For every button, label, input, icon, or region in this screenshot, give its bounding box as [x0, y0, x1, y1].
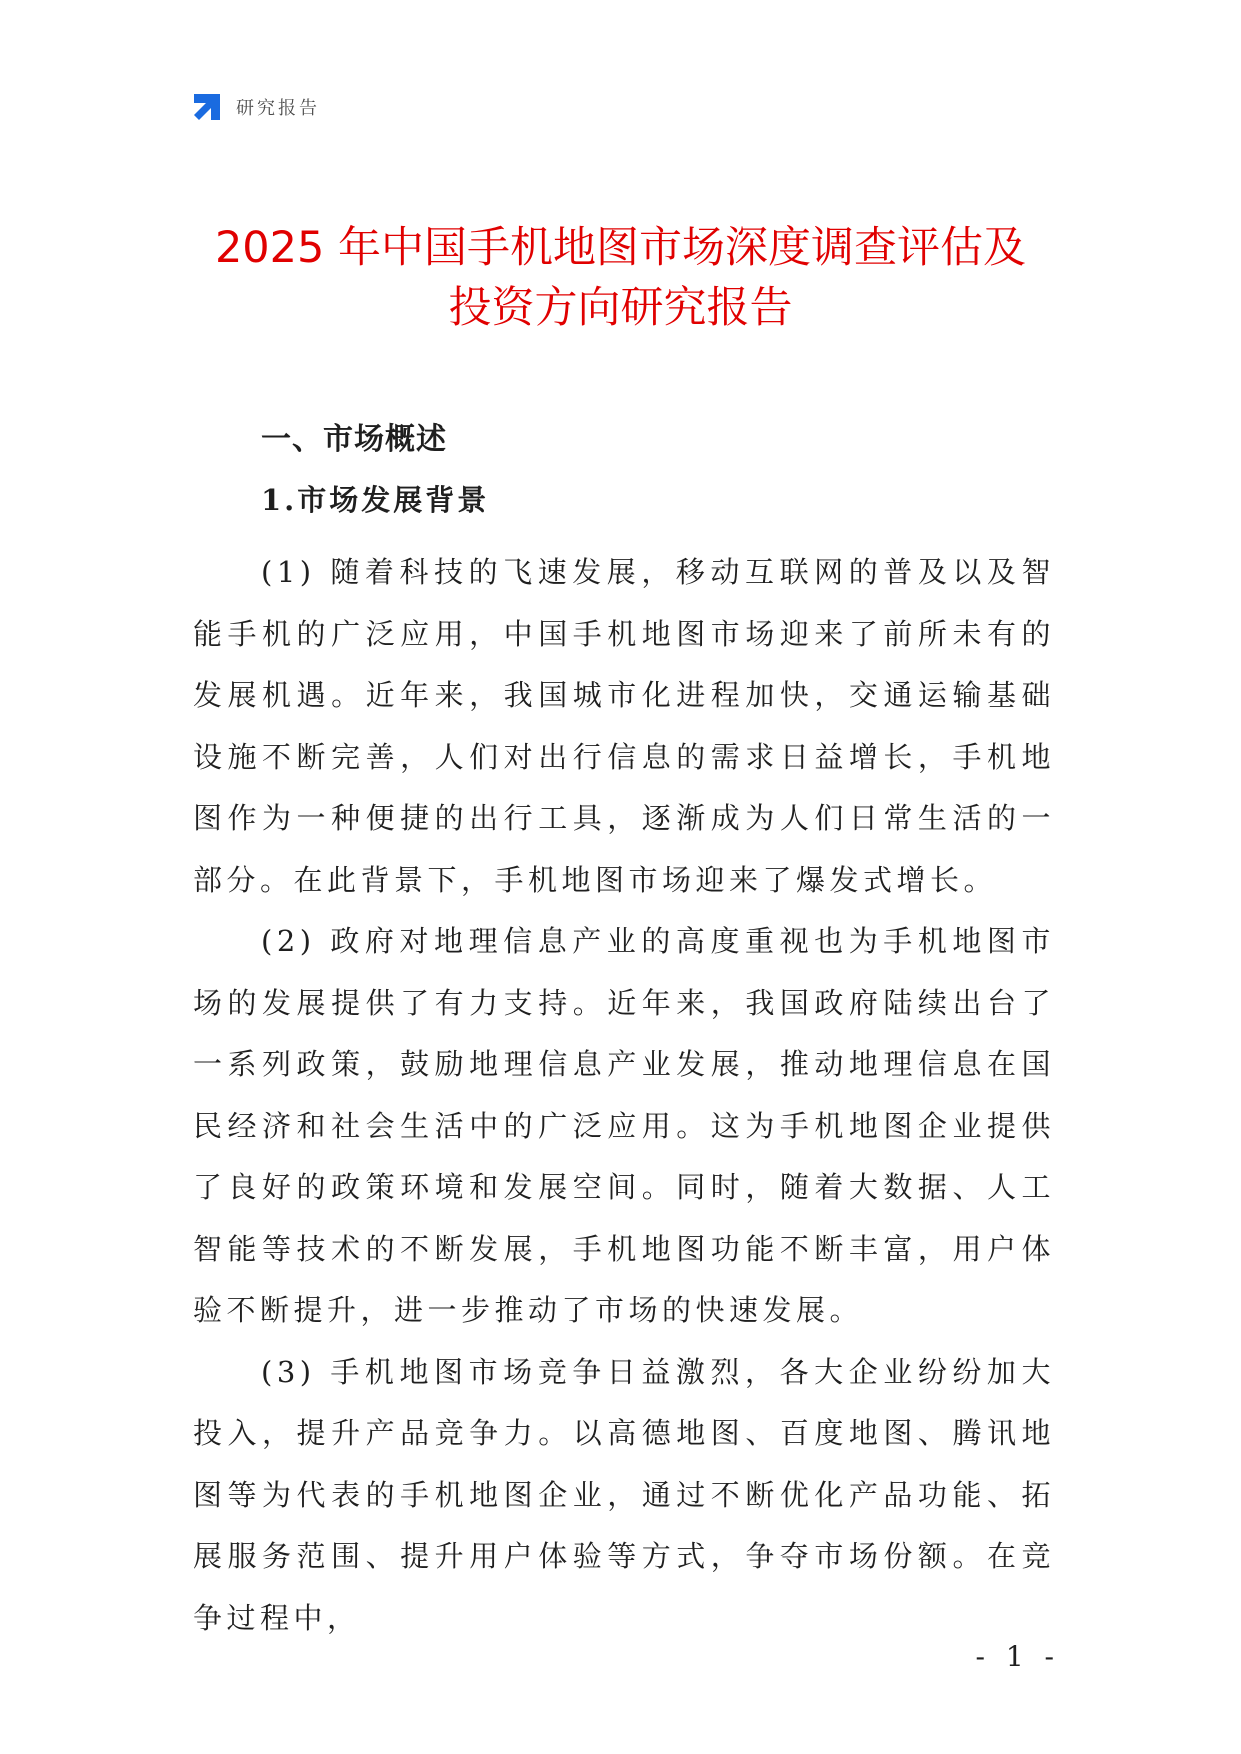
paragraph-3: (3) 手机地图市场竞争日益激烈，各大企业纷纷加大投入，提升产品竞争力。以高德地图、百度地图、腾讯地图等为代表的手机地图企业，通过不断优化产品功能、拓展服务范围、提升用户体验等方式，争夺市场份额。在竞争过程中，	[193, 1354, 1055, 1635]
document-title	[150, 218, 1091, 338]
subsection-heading: 1.市场发展背景	[261, 483, 490, 517]
arrow-up-right-icon	[190, 90, 224, 124]
page-number: - 1 -	[975, 1640, 1060, 1673]
title-line-1: 2025 年中国手机地图市场深度调查评估及	[214, 223, 1027, 273]
header-label: 研究报告	[236, 98, 320, 119]
report-header	[190, 90, 320, 124]
paragraph-1: (1) 随着科技的飞速发展，移动互联网的普及以及智能手机的广泛应用，中国手机地图市场迎来了前所未有的发展机遇。近年来，我国城市化进程加快，交通运输基础设施不断完善，人们对出行信息的需求日益增长，手机地图作为一种便捷的出行工具，逐渐成为人们日常生活的一部分。在此背景下，手机地图市场迎来了爆发式增长。	[193, 555, 1055, 897]
document-body	[193, 420, 1055, 1649]
title-line-2: 投资方向研究报告	[448, 283, 793, 333]
section-heading: 一、市场概述	[261, 422, 447, 457]
paragraph-2: (2) 政府对地理信息产业的高度重视也为手机地图市场的发展提供了有力支持。近年来，我国政府陆续出台了一系列政策，鼓励地理信息产业发展，推动地理信息在国民经济和社会生活中的广泛应用。这为手机地图企业提供了良好的政策环境和发展空间。同时，随着大数据、人工智能等技术的不断发展，手机地图功能不断丰富，用户体验不断提升，进一步推动了市场的快速发展。	[193, 924, 1055, 1327]
